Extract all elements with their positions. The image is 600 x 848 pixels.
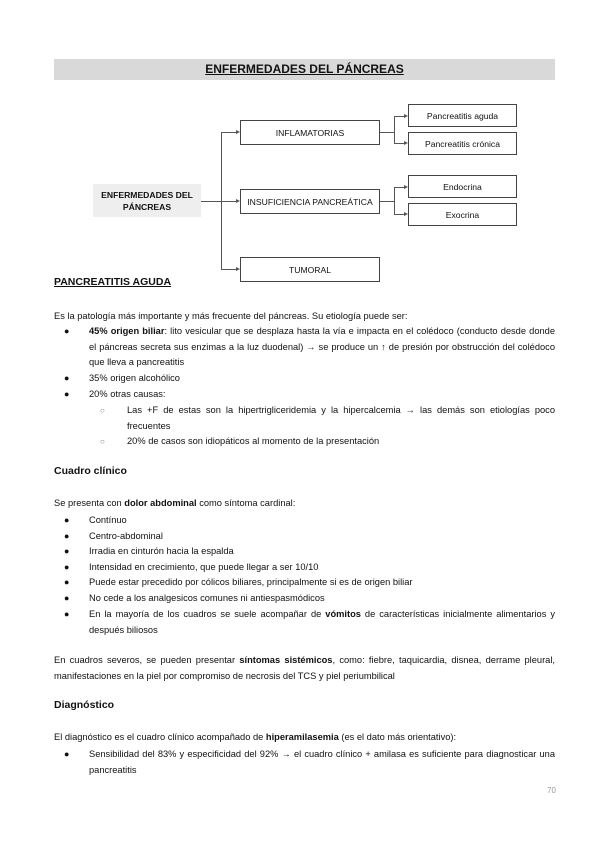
text: de características inicialmente alimentarios y después biliosos — [89, 609, 556, 635]
section-heading: Cuadro clínico — [54, 465, 127, 477]
connector — [201, 201, 237, 202]
connector — [380, 132, 394, 133]
bold-text: hiperamilasemia — [265, 732, 339, 742]
diagram-node-inflamatorias: INFLAMATORIAS — [240, 120, 380, 145]
circle-bullet-icon: ○ — [100, 406, 105, 415]
list-item — [64, 324, 555, 371]
text: Puede estar precedido por cólicos biliares, principalmente si es de origen biliar — [89, 577, 413, 587]
text: , como: fiebre, taquicardia, disnea, derrame pleural, manifestaciones en la piel por compromiso de necrosis del TCS y piel periumbilical — [54, 655, 555, 681]
text: Irradia en cinturón hacia la espalda — [89, 546, 234, 556]
bullet-icon: ● — [64, 577, 70, 587]
title-text: ENFERMEDADES DEL PÁNCREAS — [205, 62, 404, 76]
connector — [394, 214, 404, 215]
connector — [394, 187, 395, 215]
list-item — [64, 529, 163, 545]
page-number: 70 — [547, 786, 556, 795]
connector — [394, 116, 395, 144]
text: 20% otras causas: — [89, 389, 166, 399]
text: Las +F de estas son la hipertrigliceridemia y la hipercalcemia → las demás son etiologías poco frecuentes — [127, 405, 555, 431]
bullet-icon: ● — [64, 562, 70, 572]
text: En la mayoría de los cuadros se suele acompañar de — [89, 609, 326, 619]
section-heading: Diagnóstico — [54, 699, 115, 711]
text: En cuadros severos, se pueden presentar — [54, 655, 240, 665]
text: Intensidad en crecimiento, que puede llegar a ser 10/10 — [89, 562, 319, 572]
paragraph — [54, 496, 555, 512]
text: 35% origen alcohólico — [89, 373, 180, 383]
diagram-node-aguda: Pancreatitis aguda — [408, 104, 517, 127]
list-item — [64, 560, 319, 576]
text: como síntoma cardinal: — [196, 498, 296, 508]
diagram-node-cronica: Pancreatitis crónica — [408, 132, 517, 155]
text: Se presenta con — [54, 498, 125, 508]
connector — [221, 269, 237, 270]
bullet-icon: ● — [64, 326, 70, 336]
list-item — [64, 747, 555, 778]
diagram-node-tumoral: TUMORAL — [240, 257, 380, 282]
bullet-icon: ● — [64, 546, 70, 556]
text: 20% de casos son idiopáticos al momento de la presentación — [127, 436, 380, 446]
text: (es el dato más orientativo): — [338, 732, 457, 742]
bullet-icon: ● — [64, 389, 70, 399]
sub-list-item — [100, 403, 555, 434]
text: : lito vesicular que se desplaza hasta la vía e impacta en el colédoco (conducto desde donde el páncreas secreta sus enzimas a la luz duodenal) → se produce un ↑ de presión por obstrucción del colédoco que lleva a pancreatitis — [89, 326, 555, 368]
bold-text: síntomas sistémicos — [239, 655, 333, 665]
bullet-icon: ● — [64, 749, 70, 759]
diagram-node-exocrina: Exocrina — [408, 203, 517, 226]
text: Sensibilidad del 83% y especificidad del 92% → el cuadro clínico + amilasa es suficiente para diagnosticar una pancreatitis — [89, 749, 555, 775]
diagram-node-insuficiencia: INSUFICIENCIA PANCREÁTICA — [240, 189, 380, 214]
list-item — [64, 544, 234, 560]
bullet-icon: ● — [64, 531, 70, 541]
bullet-icon: ● — [64, 373, 70, 383]
paragraph — [54, 730, 555, 746]
circle-bullet-icon: ○ — [100, 437, 105, 446]
text: Centro-abdominal — [89, 531, 163, 541]
connector — [221, 132, 237, 133]
page-title — [54, 59, 555, 80]
text: El diagnóstico es el cuadro clínico acompañado de — [54, 732, 266, 742]
bullet-icon: ● — [64, 593, 70, 603]
connector — [394, 143, 404, 144]
section-heading: PANCREATITIS AGUDA — [54, 276, 172, 288]
connector — [380, 201, 394, 202]
list-item — [64, 387, 166, 403]
bold-text: 45% origen biliar — [89, 326, 165, 336]
connector — [394, 187, 404, 188]
list-item — [64, 591, 325, 607]
text: No cede a los analgesicos comunes ni antiespasmódicos — [89, 593, 325, 603]
connector — [221, 132, 222, 270]
diagram-root: ENFERMEDADES DEL PÁNCREAS — [93, 184, 201, 217]
bullet-icon: ● — [64, 609, 70, 619]
sub-list-item — [100, 434, 380, 450]
diagram-node-endocrina: Endocrina — [408, 175, 517, 198]
list-item — [64, 371, 180, 387]
list-item — [64, 575, 413, 591]
bold-text: vómitos — [325, 609, 361, 619]
connector — [394, 116, 404, 117]
paragraph — [54, 653, 555, 684]
bullet-icon: ● — [64, 515, 70, 525]
list-item — [64, 607, 556, 638]
list-item — [64, 513, 127, 529]
text: Contínuo — [89, 515, 127, 525]
paragraph: Es la patología más importante y más frecuente del páncreas. Su etiología puede ser: — [54, 311, 408, 321]
bold-text: dolor abdominal — [124, 498, 197, 508]
